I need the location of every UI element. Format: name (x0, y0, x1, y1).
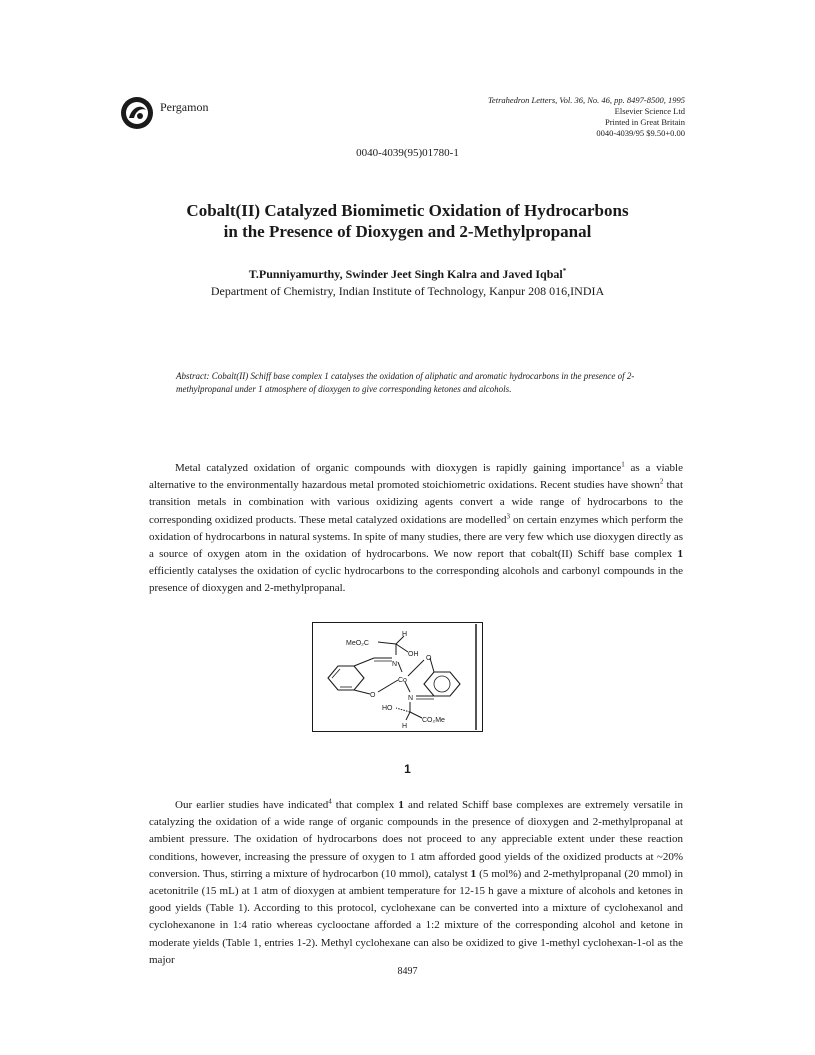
affiliation: Department of Chemistry, Indian Institute of Technology, Kanpur 208 016,INDIA (210, 284, 605, 298)
ref-3: 3 (506, 511, 510, 520)
authors (0, 267, 815, 282)
title-line-1: Cobalt(II) Catalyzed Biomimetic Oxidation of Hydrocarbons (186, 201, 629, 220)
issn-line: 0040-4039/95 $9.50+0.00 (596, 128, 685, 138)
publisher-name: Pergamon (160, 100, 209, 114)
p1-part-d: on certain enzymes which perform the oxidation of hydrocarbons in natural systems. In spite of many studies, there are very few which use dioxygen directly as a source of oxygen atom in the oxidation of hydrocarbons. We now report that cobalt(II) Schiff base complex (149, 513, 684, 561)
ref-4: 4 (328, 797, 332, 806)
abstract-label: Abstract: (176, 371, 210, 381)
p1-part-c: that transition metals in combination with various oxidizing agents convert a wide range of hydrocarbons to the corresponding oxidized products. These metal catalyzed oxidations are modelled (149, 479, 683, 526)
compound-ref-3: 1 (470, 867, 477, 880)
author-names: T.Punniyamurthy, Swinder Jeet Singh Kalra and Javed Iqbal (248, 267, 563, 281)
p2-part-c: and related Schiff base complexes are extremely versatile in catalyzing the oxidation of a wide range of organic compounds in the presence of dioxygen and 2-methylpropanal at ambient pressure. The oxidation of hydrocarbons does not proceed to any appreciable extent under these reaction conditions, however, increasing the pressure of oxygen to 1 atm afforded good yields of the oxidized products at ~20% conversion. Thus, stirring a mixture of hydrocarbon (10 mmol), catalyst (149, 799, 683, 880)
atom-co: Co (398, 677, 407, 684)
atom-co2me: CO₂Me (422, 717, 445, 724)
p1-part-b: as a viable alternative to the environmentally hazardous metal promoted stoichiometric oxidations. Recent studies have shown (149, 462, 683, 492)
pergamon-logo-icon (120, 96, 154, 130)
p2-part-b: that complex (331, 799, 399, 811)
paper-title (0, 200, 815, 242)
compound-ref-2: 1 (398, 799, 404, 811)
atom-h-bottom: H (402, 723, 408, 730)
abstract (176, 370, 641, 396)
printed-line: Printed in Great Britain (604, 117, 685, 127)
doi: 0040-4039(95)01780-1 (356, 147, 459, 159)
ref-1: 1 (621, 460, 625, 469)
p1-part-a: Metal catalyzed oxidation of organic compounds with dioxygen is rapidly gaining importance (175, 462, 622, 474)
journal-info (488, 95, 685, 139)
atom-n-bottom: N (408, 695, 414, 702)
abstract-text: Cobalt(II) Schiff base complex 1 catalyses the oxidation of aliphatic and aromatic hydrocarbons in the presence of 2-methylpropanal under 1 atmosphere of dioxygen to give corresponding ketones and alcohols. (176, 371, 635, 394)
corresponding-author-mark: * (562, 267, 567, 275)
compound-ref: 1 (677, 548, 683, 561)
body-paragraph-2 (149, 797, 683, 969)
ref-2: 2 (659, 477, 664, 486)
journal-line: Tetrahedron Letters, Vol. 36, No. 46, pp. 8497-8500, 1995 (487, 95, 685, 105)
atom-o-right: O (426, 655, 432, 662)
atom-n-top: N (392, 661, 398, 668)
body-paragraph-1 (149, 460, 683, 598)
page-number: 8497 (397, 966, 418, 977)
structure-label: 1 (404, 762, 411, 776)
atom-oh: OH (408, 651, 419, 658)
p2-part-a: Our earlier studies have indicated (175, 799, 329, 811)
atom-o-left: O (370, 692, 376, 699)
atom-h-top: H (402, 631, 408, 638)
cobalt-schiff-base-structure (312, 622, 483, 732)
p2-part-d: (5 mol%) and 2-methylpropanal (20 mmol) in acetonitrile (15 mL) at 1 atm of dioxygen at ambient temperature for 12-15 h gave a mixture of alcohols and ketones in good yields (Table 1). According to this protocol, cyclohexane can be converted into a mixture of cyclohexanol and cyclohexanone in 1:4 ratio whereas cyclooctane afforded a 1:2 mixture of the corresponding alcohol and ketone in moderate yields (Table 1, entries 1-2). Methyl cyclohexane can also be oxidized to give 1-methyl cyclohexan-1-ol as the major (149, 867, 683, 966)
title-line-2: in the Presence of Dioxygen and 2-Methylpropanal (223, 222, 592, 241)
atom-ho: HO (382, 705, 393, 712)
atom-meo2c: MeO₂C (346, 640, 369, 647)
publisher-line: Elsevier Science Ltd (614, 106, 685, 116)
p1-part-e: efficiently catalyses the oxidation of cyclic hydrocarbons to the corresponding alcohols and carbonyl compounds in the presence of dioxygen and 2-methylpropanal. (149, 565, 683, 595)
